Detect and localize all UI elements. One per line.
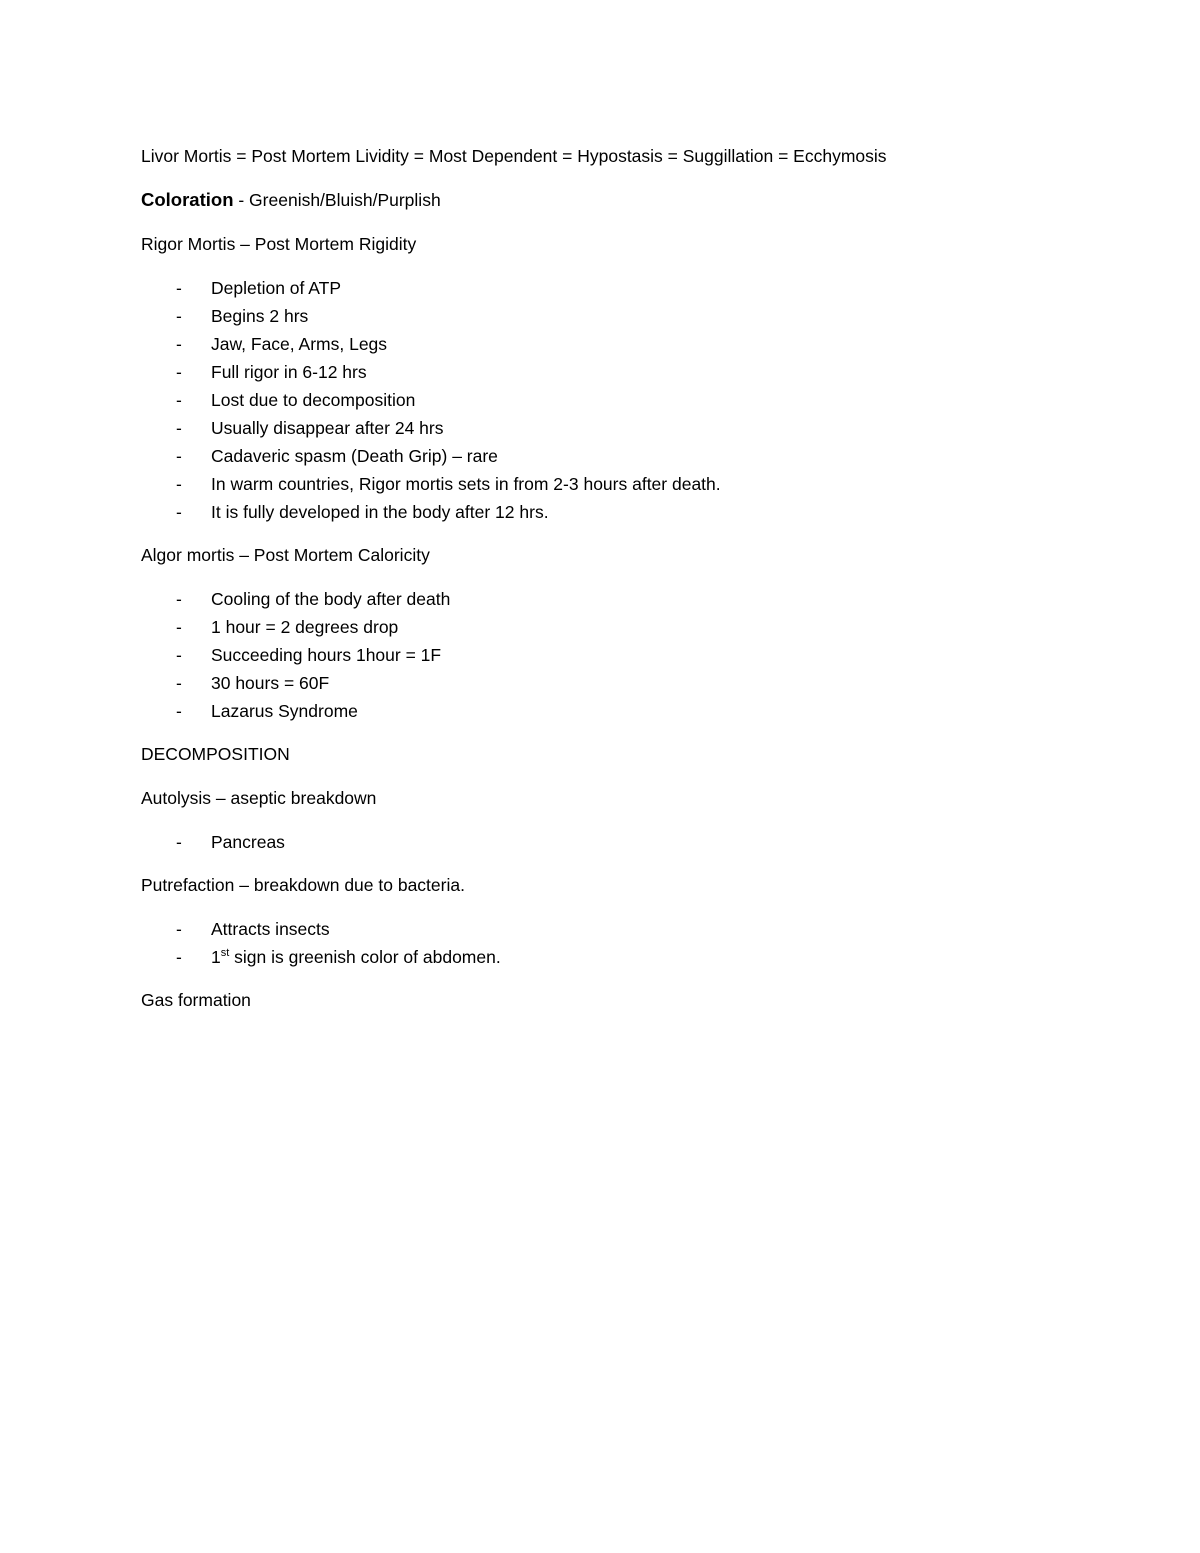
bullet-dash: - bbox=[176, 390, 182, 410]
putrefaction-heading: Putrefaction – breakdown due to bacteria. bbox=[141, 875, 465, 895]
list-item: - 30 hours = 60F bbox=[141, 669, 1101, 697]
bullet-dash: - bbox=[176, 947, 182, 967]
list-item: - Cooling of the body after death bbox=[141, 585, 1101, 613]
bullet-dash: - bbox=[176, 589, 182, 609]
coloration-label: Coloration bbox=[141, 189, 234, 210]
list-item: - 1 hour = 2 degrees drop bbox=[141, 613, 1101, 641]
list-item: - Lost due to decomposition bbox=[141, 386, 1101, 414]
algor-mortis-list bbox=[141, 585, 1101, 725]
coloration-text: - Greenish/Bluish/Purplish bbox=[233, 190, 441, 210]
list-item: - Succeeding hours 1hour = 1F bbox=[141, 641, 1101, 669]
list-item: - Begins 2 hrs bbox=[141, 302, 1101, 330]
bullet-dash: - bbox=[176, 673, 182, 693]
autolysis-heading: Autolysis – aseptic breakdown bbox=[141, 788, 377, 808]
bullet-dash: - bbox=[176, 474, 182, 494]
bullet-dash: - bbox=[176, 645, 182, 665]
autolysis-list bbox=[141, 828, 1101, 856]
bullet-dash: - bbox=[176, 362, 182, 382]
bullet-dash: - bbox=[176, 446, 182, 466]
bullet-dash: - bbox=[176, 832, 182, 852]
bullet-dash: - bbox=[176, 278, 182, 298]
bullet-dash: - bbox=[176, 418, 182, 438]
gas-formation-heading: Gas formation bbox=[141, 990, 251, 1010]
bullet-dash: - bbox=[176, 306, 182, 326]
list-item: - Cadaveric spasm (Death Grip) – rare bbox=[141, 442, 1101, 470]
livor-mortis-line: Livor Mortis = Post Mortem Lividity = Most Dependent = Hypostasis = Suggillation = Ecchymosis bbox=[141, 146, 887, 166]
putrefaction-list bbox=[141, 915, 1101, 971]
list-item: - Usually disappear after 24 hrs bbox=[141, 414, 1101, 442]
bullet-dash: - bbox=[176, 919, 182, 939]
rigor-mortis-heading: Rigor Mortis – Post Mortem Rigidity bbox=[141, 234, 417, 254]
list-item: - Attracts insects bbox=[141, 915, 1101, 943]
list-item: - In warm countries, Rigor mortis sets in from 2-3 hours after death. bbox=[141, 470, 1101, 498]
list-item: - Pancreas bbox=[141, 828, 1101, 856]
list-item: - Depletion of ATP bbox=[141, 274, 1101, 302]
list-item: - It is fully developed in the body after 12 hrs. bbox=[141, 498, 1101, 526]
decomposition-heading: DECOMPOSITION bbox=[141, 744, 290, 764]
bullet-dash: - bbox=[176, 701, 182, 721]
coloration-line bbox=[141, 186, 1101, 214]
rigor-mortis-list bbox=[141, 274, 1101, 526]
algor-mortis-heading: Algor mortis – Post Mortem Caloricity bbox=[141, 545, 430, 565]
list-item: - Jaw, Face, Arms, Legs bbox=[141, 330, 1101, 358]
list-item: - Lazarus Syndrome bbox=[141, 697, 1101, 725]
bullet-dash: - bbox=[176, 334, 182, 354]
list-item: - 1st sign is greenish color of abdomen. bbox=[141, 943, 1101, 971]
document-body bbox=[141, 142, 1101, 1014]
list-item: - Full rigor in 6-12 hrs bbox=[141, 358, 1101, 386]
bullet-dash: - bbox=[176, 617, 182, 637]
bullet-dash: - bbox=[176, 502, 182, 522]
